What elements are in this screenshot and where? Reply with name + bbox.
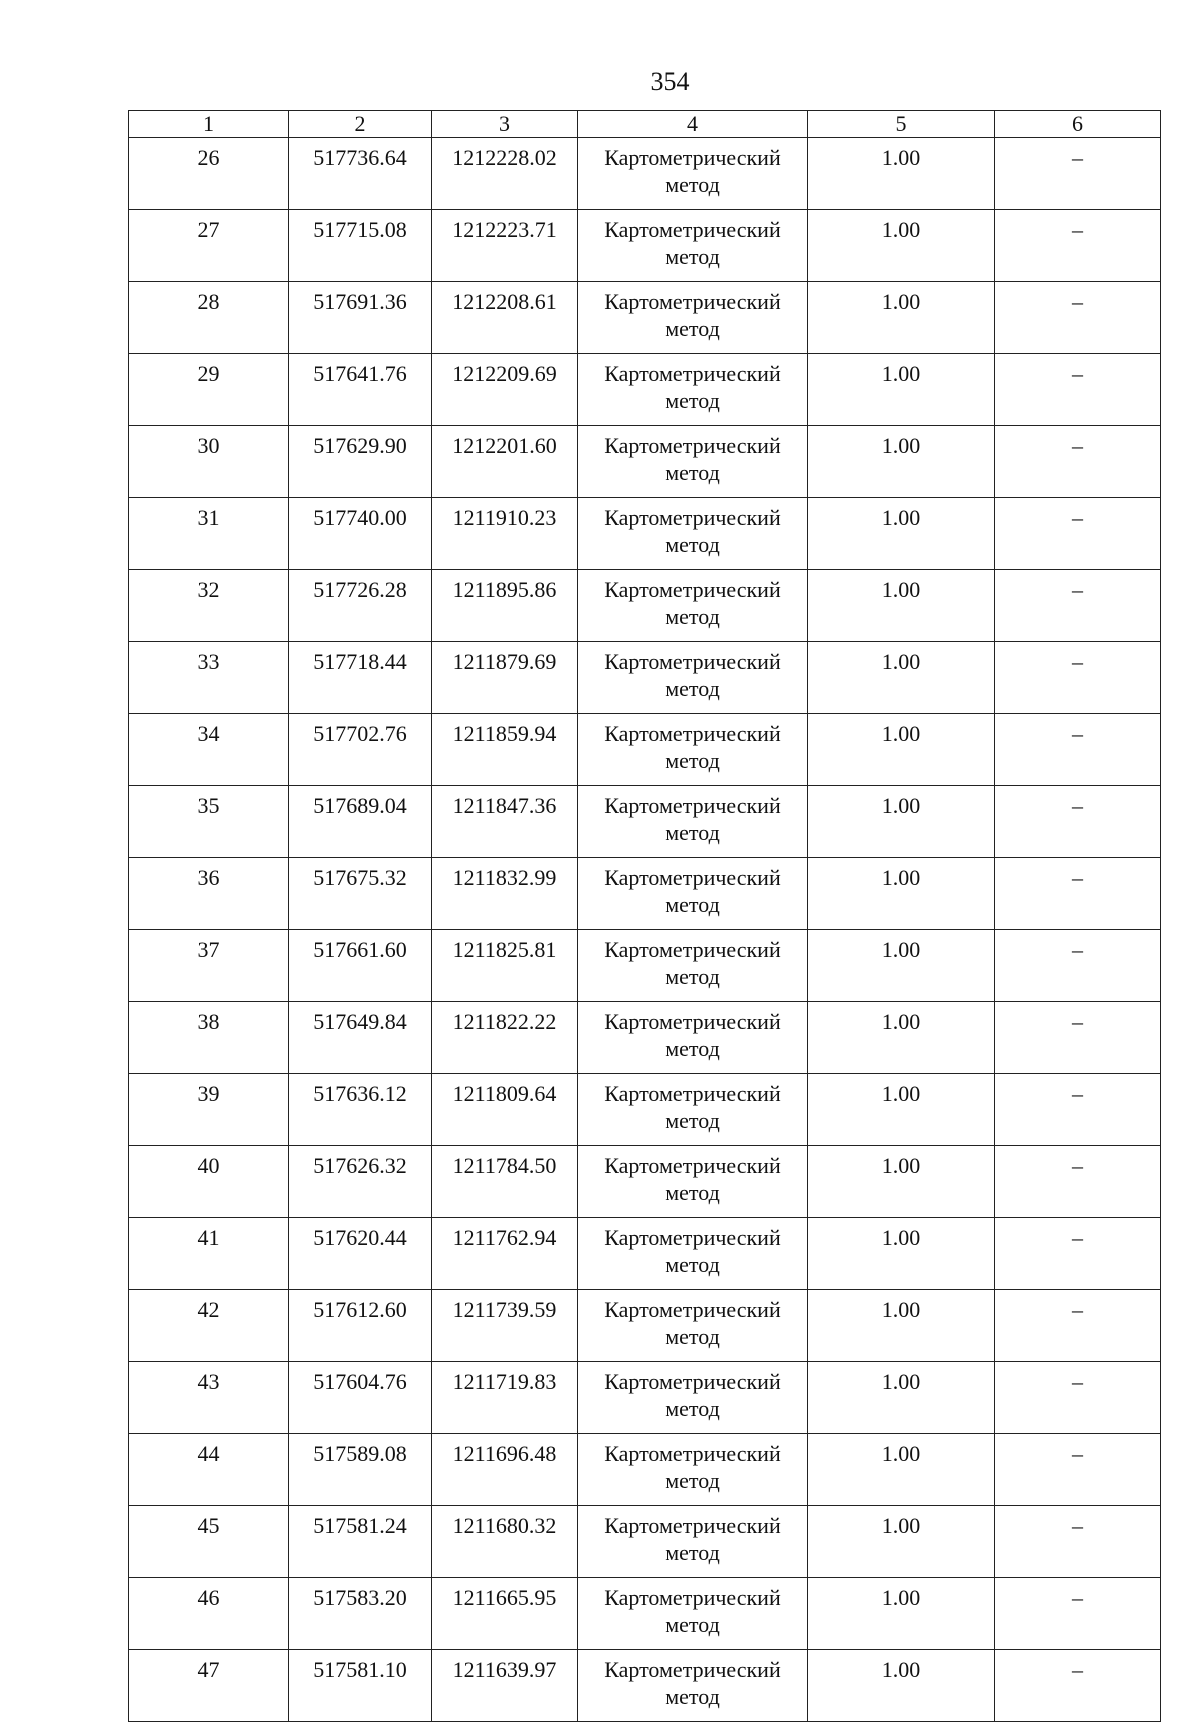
method-line-1: Картометрический <box>604 1513 781 1538</box>
method-cell <box>578 498 808 570</box>
accuracy-cell: 1.00 <box>808 1218 995 1290</box>
note-cell: – <box>995 1290 1161 1362</box>
x-coordinate-cell: 517589.08 <box>289 1434 432 1506</box>
method-cell <box>578 570 808 642</box>
point-number-cell: 45 <box>129 1506 289 1578</box>
method-line-1: Картометрический <box>604 577 781 602</box>
table-row <box>129 786 1161 858</box>
point-number-cell: 47 <box>129 1650 289 1722</box>
method-line-2: метод <box>665 892 720 917</box>
method-line-1: Картометрический <box>604 1081 781 1106</box>
accuracy-cell: 1.00 <box>808 570 995 642</box>
x-coordinate-cell: 517581.24 <box>289 1506 432 1578</box>
point-number-cell: 28 <box>129 282 289 354</box>
note-cell: – <box>995 786 1161 858</box>
y-coordinate-cell: 1211822.22 <box>432 1002 578 1074</box>
method-cell <box>578 930 808 1002</box>
y-coordinate-cell: 1211639.97 <box>432 1650 578 1722</box>
x-coordinate-cell: 517620.44 <box>289 1218 432 1290</box>
accuracy-cell: 1.00 <box>808 1650 995 1722</box>
coordinates-table <box>128 110 1161 1722</box>
x-coordinate-cell: 517626.32 <box>289 1146 432 1218</box>
method-cell <box>578 1506 808 1578</box>
point-number-cell: 40 <box>129 1146 289 1218</box>
table-row <box>129 138 1161 210</box>
table-row <box>129 1002 1161 1074</box>
x-coordinate-cell: 517689.04 <box>289 786 432 858</box>
method-cell <box>578 1362 808 1434</box>
note-cell: – <box>995 282 1161 354</box>
point-number-cell: 39 <box>129 1074 289 1146</box>
column-header: 4 <box>578 111 808 138</box>
note-cell: – <box>995 1362 1161 1434</box>
method-line-1: Картометрический <box>604 505 781 530</box>
method-cell <box>578 1002 808 1074</box>
method-line-2: метод <box>665 532 720 557</box>
y-coordinate-cell: 1212208.61 <box>432 282 578 354</box>
table-row <box>129 210 1161 282</box>
method-line-2: метод <box>665 1036 720 1061</box>
y-coordinate-cell: 1211719.83 <box>432 1362 578 1434</box>
point-number-cell: 44 <box>129 1434 289 1506</box>
method-line-2: метод <box>665 244 720 269</box>
y-coordinate-cell: 1212228.02 <box>432 138 578 210</box>
note-cell: – <box>995 642 1161 714</box>
note-cell: – <box>995 1578 1161 1650</box>
table-row <box>129 1362 1161 1434</box>
method-line-1: Картометрический <box>604 1009 781 1034</box>
method-line-2: метод <box>665 964 720 989</box>
accuracy-cell: 1.00 <box>808 1146 995 1218</box>
note-cell: – <box>995 1074 1161 1146</box>
method-line-2: метод <box>665 820 720 845</box>
point-number-cell: 35 <box>129 786 289 858</box>
x-coordinate-cell: 517675.32 <box>289 858 432 930</box>
note-cell: – <box>995 498 1161 570</box>
column-header: 3 <box>432 111 578 138</box>
note-cell: – <box>995 138 1161 210</box>
method-line-2: метод <box>665 1180 720 1205</box>
method-line-1: Картометрический <box>604 793 781 818</box>
method-line-1: Картометрический <box>604 649 781 674</box>
method-line-1: Картометрический <box>604 1297 781 1322</box>
method-line-1: Картометрический <box>604 937 781 962</box>
table-row <box>129 714 1161 786</box>
method-cell <box>578 714 808 786</box>
point-number-cell: 37 <box>129 930 289 1002</box>
method-line-2: метод <box>665 1540 720 1565</box>
point-number-cell: 38 <box>129 1002 289 1074</box>
method-line-2: метод <box>665 1252 720 1277</box>
method-line-1: Картометрический <box>604 1585 781 1610</box>
method-line-1: Картометрический <box>604 1369 781 1394</box>
method-line-2: метод <box>665 1396 720 1421</box>
method-line-1: Картометрический <box>604 721 781 746</box>
x-coordinate-cell: 517636.12 <box>289 1074 432 1146</box>
point-number-cell: 41 <box>129 1218 289 1290</box>
table-row <box>129 282 1161 354</box>
method-line-1: Картометрический <box>604 433 781 458</box>
point-number-cell: 32 <box>129 570 289 642</box>
accuracy-cell: 1.00 <box>808 714 995 786</box>
x-coordinate-cell: 517641.76 <box>289 354 432 426</box>
accuracy-cell: 1.00 <box>808 1002 995 1074</box>
method-line-2: метод <box>665 172 720 197</box>
table-row <box>129 1146 1161 1218</box>
column-header: 2 <box>289 111 432 138</box>
accuracy-cell: 1.00 <box>808 1578 995 1650</box>
y-coordinate-cell: 1211665.95 <box>432 1578 578 1650</box>
note-cell: – <box>995 1650 1161 1722</box>
accuracy-cell: 1.00 <box>808 138 995 210</box>
method-line-2: метод <box>665 460 720 485</box>
table-row <box>129 1650 1161 1722</box>
column-header: 1 <box>129 111 289 138</box>
x-coordinate-cell: 517702.76 <box>289 714 432 786</box>
method-line-1: Картометрический <box>604 1225 781 1250</box>
x-coordinate-cell: 517718.44 <box>289 642 432 714</box>
method-cell <box>578 1146 808 1218</box>
accuracy-cell: 1.00 <box>808 786 995 858</box>
accuracy-cell: 1.00 <box>808 1434 995 1506</box>
method-cell <box>578 1650 808 1722</box>
column-header: 5 <box>808 111 995 138</box>
x-coordinate-cell: 517726.28 <box>289 570 432 642</box>
method-cell <box>578 354 808 426</box>
note-cell: – <box>995 1434 1161 1506</box>
method-line-1: Картометрический <box>604 865 781 890</box>
table-row <box>129 354 1161 426</box>
y-coordinate-cell: 1212209.69 <box>432 354 578 426</box>
method-line-1: Картометрический <box>604 1657 781 1682</box>
method-line-2: метод <box>665 388 720 413</box>
accuracy-cell: 1.00 <box>808 1362 995 1434</box>
method-cell <box>578 786 808 858</box>
table-row <box>129 1578 1161 1650</box>
method-cell <box>578 210 808 282</box>
method-cell <box>578 1434 808 1506</box>
page-number: 354 <box>650 67 690 96</box>
table-row <box>129 1074 1161 1146</box>
table-body <box>129 138 1161 1722</box>
x-coordinate-cell: 517691.36 <box>289 282 432 354</box>
y-coordinate-cell: 1211680.32 <box>432 1506 578 1578</box>
method-line-2: метод <box>665 676 720 701</box>
accuracy-cell: 1.00 <box>808 498 995 570</box>
table-header-row <box>129 111 1161 138</box>
note-cell: – <box>995 1506 1161 1578</box>
method-line-1: Картометрический <box>604 289 781 314</box>
x-coordinate-cell: 517604.76 <box>289 1362 432 1434</box>
note-cell: – <box>995 354 1161 426</box>
method-line-2: метод <box>665 1612 720 1637</box>
y-coordinate-cell: 1211784.50 <box>432 1146 578 1218</box>
y-coordinate-cell: 1211847.36 <box>432 786 578 858</box>
point-number-cell: 43 <box>129 1362 289 1434</box>
table-row <box>129 570 1161 642</box>
note-cell: – <box>995 426 1161 498</box>
accuracy-cell: 1.00 <box>808 642 995 714</box>
y-coordinate-cell: 1211825.81 <box>432 930 578 1002</box>
method-line-1: Картометрический <box>604 1441 781 1466</box>
note-cell: – <box>995 210 1161 282</box>
point-number-cell: 26 <box>129 138 289 210</box>
table-row <box>129 426 1161 498</box>
table-row <box>129 858 1161 930</box>
note-cell: – <box>995 1218 1161 1290</box>
table-row <box>129 1290 1161 1362</box>
point-number-cell: 27 <box>129 210 289 282</box>
method-cell <box>578 426 808 498</box>
method-line-2: метод <box>665 604 720 629</box>
x-coordinate-cell: 517629.90 <box>289 426 432 498</box>
point-number-cell: 36 <box>129 858 289 930</box>
method-line-2: метод <box>665 1684 720 1709</box>
point-number-cell: 29 <box>129 354 289 426</box>
table-row <box>129 1218 1161 1290</box>
x-coordinate-cell: 517583.20 <box>289 1578 432 1650</box>
y-coordinate-cell: 1212201.60 <box>432 426 578 498</box>
x-coordinate-cell: 517715.08 <box>289 210 432 282</box>
note-cell: – <box>995 930 1161 1002</box>
accuracy-cell: 1.00 <box>808 354 995 426</box>
accuracy-cell: 1.00 <box>808 858 995 930</box>
method-line-2: метод <box>665 748 720 773</box>
point-number-cell: 30 <box>129 426 289 498</box>
x-coordinate-cell: 517649.84 <box>289 1002 432 1074</box>
y-coordinate-cell: 1211910.23 <box>432 498 578 570</box>
method-line-1: Картометрический <box>604 145 781 170</box>
method-line-2: метод <box>665 1468 720 1493</box>
y-coordinate-cell: 1211895.86 <box>432 570 578 642</box>
y-coordinate-cell: 1211832.99 <box>432 858 578 930</box>
table-row <box>129 1434 1161 1506</box>
point-number-cell: 31 <box>129 498 289 570</box>
accuracy-cell: 1.00 <box>808 1290 995 1362</box>
accuracy-cell: 1.00 <box>808 210 995 282</box>
method-cell <box>578 1218 808 1290</box>
point-number-cell: 33 <box>129 642 289 714</box>
point-number-cell: 34 <box>129 714 289 786</box>
table-row <box>129 498 1161 570</box>
table-row <box>129 930 1161 1002</box>
method-line-2: метод <box>665 1108 720 1133</box>
accuracy-cell: 1.00 <box>808 1074 995 1146</box>
method-line-1: Картометрический <box>604 1153 781 1178</box>
method-cell <box>578 282 808 354</box>
point-number-cell: 46 <box>129 1578 289 1650</box>
accuracy-cell: 1.00 <box>808 1506 995 1578</box>
accuracy-cell: 1.00 <box>808 930 995 1002</box>
table-row <box>129 1506 1161 1578</box>
y-coordinate-cell: 1211879.69 <box>432 642 578 714</box>
y-coordinate-cell: 1211859.94 <box>432 714 578 786</box>
table-row <box>129 642 1161 714</box>
y-coordinate-cell: 1212223.71 <box>432 210 578 282</box>
accuracy-cell: 1.00 <box>808 426 995 498</box>
method-line-1: Картометрический <box>604 217 781 242</box>
note-cell: – <box>995 1146 1161 1218</box>
method-line-2: метод <box>665 316 720 341</box>
method-cell <box>578 642 808 714</box>
y-coordinate-cell: 1211696.48 <box>432 1434 578 1506</box>
x-coordinate-cell: 517736.64 <box>289 138 432 210</box>
y-coordinate-cell: 1211762.94 <box>432 1218 578 1290</box>
note-cell: – <box>995 570 1161 642</box>
method-cell <box>578 1290 808 1362</box>
method-cell <box>578 858 808 930</box>
note-cell: – <box>995 858 1161 930</box>
method-cell <box>578 1074 808 1146</box>
x-coordinate-cell: 517581.10 <box>289 1650 432 1722</box>
method-line-2: метод <box>665 1324 720 1349</box>
method-line-1: Картометрический <box>604 361 781 386</box>
x-coordinate-cell: 517612.60 <box>289 1290 432 1362</box>
x-coordinate-cell: 517661.60 <box>289 930 432 1002</box>
y-coordinate-cell: 1211809.64 <box>432 1074 578 1146</box>
accuracy-cell: 1.00 <box>808 282 995 354</box>
note-cell: – <box>995 1002 1161 1074</box>
x-coordinate-cell: 517740.00 <box>289 498 432 570</box>
note-cell: – <box>995 714 1161 786</box>
method-cell <box>578 138 808 210</box>
y-coordinate-cell: 1211739.59 <box>432 1290 578 1362</box>
point-number-cell: 42 <box>129 1290 289 1362</box>
method-cell <box>578 1578 808 1650</box>
column-header: 6 <box>995 111 1161 138</box>
